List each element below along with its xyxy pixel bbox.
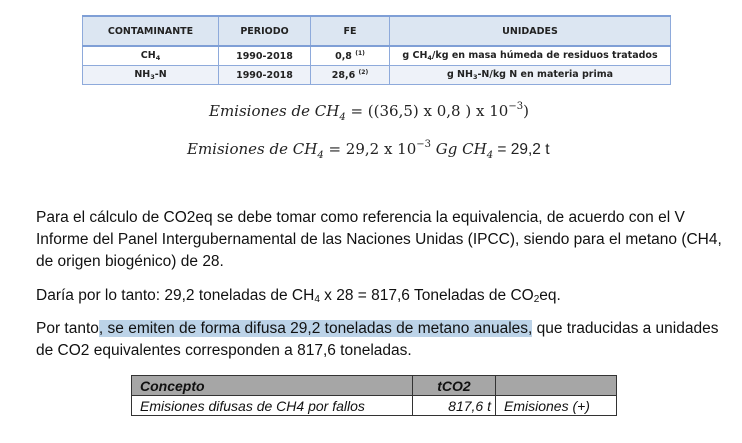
equation-ch4-result: Emisiones de $CH_4 = 29,2$ x $10^{-3}$ Gg $CH_4 = 29,2$ t — [187, 139, 550, 161]
cell-unidades: g $CH_4/kg$ en masa húmeda de residuos tratados — [390, 46, 671, 66]
cell-fe: 0,8 $^{(1)}$ — [311, 46, 390, 66]
cell-unidades: g $NH_3-N/kg$ N en materia prima — [390, 66, 671, 85]
emission-factor-table — [82, 15, 671, 85]
table-row — [83, 46, 671, 66]
cell-contaminante: $NH_3-N$ — [83, 66, 219, 85]
table-row — [132, 396, 617, 416]
paragraph-conclusion: Por tanto, se emiten de forma difusa 29,2 toneladas de metano anuales, que traducidas a unidades de CO2 equivalentes corresponden a 817,6 toneladas. — [36, 320, 719, 359]
header-unidades: UNIDADES — [390, 16, 671, 46]
header-fe: FE — [311, 16, 390, 46]
table-row — [83, 66, 671, 85]
paragraph-co2eq-reference: Para el cálculo de CO2eq se debe tomar como referencia la equivalencia, de acuerdo con el V Informe del Panel Intergubernamental de las Naciones Unidas (IPCC), siendo para el metano (CH4, de origen biogénico) de 28. — [36, 209, 722, 270]
cell-concepto: Emisiones difusas de CH4 por fallos — [132, 396, 413, 416]
cell-tco2: 817,6 t — [413, 396, 496, 416]
header-tco2: tCO2 — [413, 376, 496, 396]
paragraph-co2eq-result: Daría por lo tanto: 29,2 toneladas de $CH_4$ x 28 = 817,6 Toneladas de $CO_2eq$. — [36, 287, 561, 305]
cell-emisiones: Emisiones (+) — [496, 396, 617, 416]
header-contaminante: CONTAMINANTE — [83, 16, 219, 46]
concept-table — [131, 375, 617, 416]
cell-fe: 28,6 $^{(2)}$ — [311, 66, 390, 85]
header-empty — [496, 376, 617, 396]
header-periodo: PERIODO — [219, 16, 311, 46]
cell-contaminante: $CH_4$ — [83, 46, 219, 66]
equation-ch4-calculation: Emisiones de $CH_4 = ((36,5)$ x 0,8 ) x $10^{-3}$) — [209, 101, 529, 123]
cell-periodo: 1990-2018 — [219, 66, 311, 85]
highlighted-text[interactable]: , se emiten de forma difusa 29,2 toneladas de metano anuales, — [98, 320, 533, 337]
cell-periodo: 1990-2018 — [219, 46, 311, 66]
header-concepto: Concepto — [132, 376, 413, 396]
